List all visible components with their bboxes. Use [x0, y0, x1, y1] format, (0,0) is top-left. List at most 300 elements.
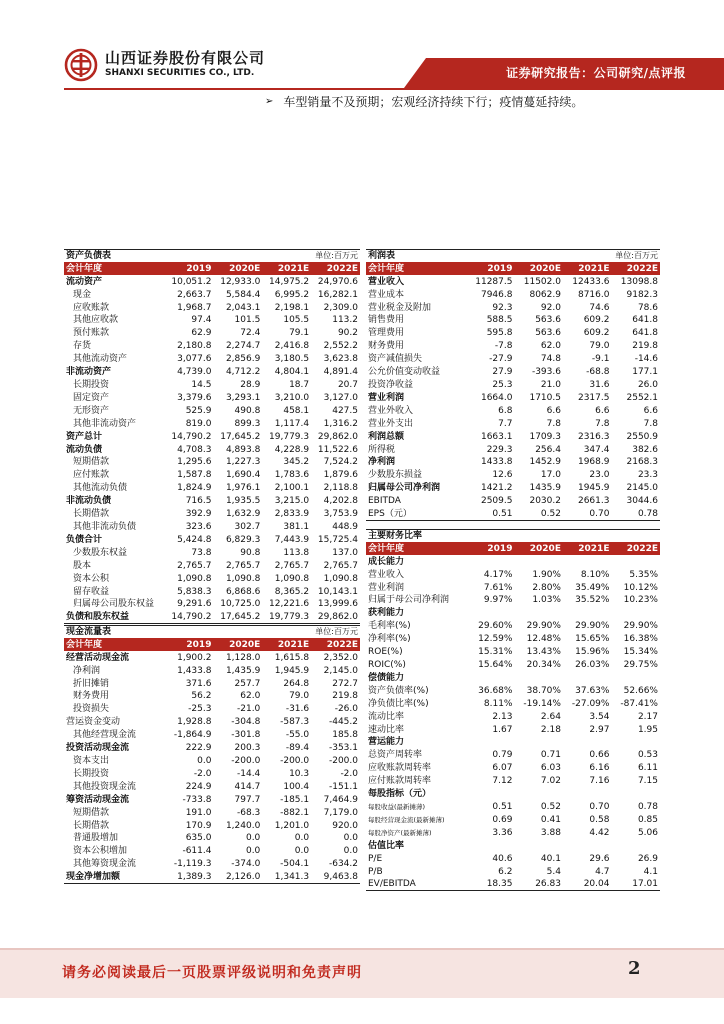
row-label: 少数股东损益 [368, 470, 423, 481]
row-value: 1.90% [532, 569, 561, 580]
row-value: 6.11 [637, 763, 658, 774]
row-value: 4,708.3 [177, 444, 212, 455]
row-label: P/E [368, 853, 383, 864]
table-row [366, 710, 660, 723]
row-value: 1,879.6 [323, 470, 358, 481]
row-value: 5.4 [546, 866, 561, 877]
row-value: 797.7 [234, 794, 261, 805]
row-value: 26.9 [637, 853, 658, 864]
row-value: 7.02 [540, 776, 561, 787]
row-value: -14.4 [237, 768, 261, 779]
row-value: 9,463.8 [311, 871, 360, 884]
row-value: 4,893.8 [225, 444, 261, 455]
row-value: -353.1 [328, 743, 358, 754]
table-row [366, 568, 660, 581]
row-value: 1,935.5 [225, 496, 261, 507]
row-label: 归属母公司净利润 [368, 483, 441, 494]
row-value: 8.11% [483, 698, 513, 709]
row-value: 7.8 [546, 418, 561, 429]
table-row [64, 404, 360, 417]
table-row [366, 607, 660, 620]
row-value: 17.0 [540, 470, 561, 481]
row-label: 其他投资现金流 [73, 781, 137, 792]
table-row [366, 340, 660, 353]
row-value [611, 555, 660, 568]
row-label: 经营活动现金流 [66, 652, 130, 663]
row-label: 投资活动现金流 [66, 743, 130, 754]
row-value: 1,824.9 [177, 483, 212, 494]
row-value: 100.4 [283, 781, 310, 792]
row-label: 长期投资 [73, 380, 110, 391]
row-value: 5.35% [629, 569, 658, 580]
row-value: 2,145.0 [323, 665, 358, 676]
row-value: 1,090.8 [225, 573, 261, 584]
row-value: 0.58 [589, 814, 610, 825]
table-row [64, 546, 360, 559]
table-row [366, 697, 660, 710]
row-label: 其他流动负债 [73, 483, 128, 494]
row-value: 79.1 [289, 328, 310, 339]
row-label: 营业利润 [368, 392, 405, 403]
table-row [366, 456, 660, 469]
row-value: 635.0 [185, 833, 212, 844]
row-value: 11502.0 [523, 276, 561, 287]
row-label: 获利能力 [368, 608, 405, 619]
row-value: 1664.0 [480, 392, 513, 403]
row-value: 78.6 [637, 302, 658, 313]
table-row [64, 443, 360, 456]
row-value: 2,765.7 [177, 560, 212, 571]
row-value: 609.2 [583, 315, 610, 326]
row-value: 4,891.4 [323, 367, 358, 378]
row-value: 1,295.6 [177, 457, 212, 468]
row-label: ROE(%) [368, 647, 403, 658]
table-row [366, 275, 660, 288]
row-value: 2,309.0 [323, 302, 358, 313]
table-row [64, 469, 360, 482]
row-value: -151.1 [328, 781, 358, 792]
row-value [563, 555, 612, 568]
row-value: 17.01 [611, 878, 660, 891]
row-label: 估值比率 [368, 840, 405, 851]
table-row [366, 301, 660, 314]
row-value: 0.66 [589, 750, 610, 761]
row-value: 177.1 [632, 367, 658, 378]
row-value: 15.96% [575, 647, 610, 658]
row-value: 101.5 [234, 315, 261, 326]
row-value: 2,274.7 [225, 341, 261, 352]
row-value: 40.6 [492, 853, 513, 864]
table-row [64, 366, 360, 379]
row-label: 净利润 [73, 665, 101, 676]
row-label: 应收账款周转率 [368, 763, 432, 774]
row-value: 2.64 [540, 711, 561, 722]
row-value: 2.18 [540, 724, 561, 735]
row-label: 净利率(%) [368, 634, 411, 645]
row-value: 38.70% [526, 685, 561, 696]
row-value: 1,128.0 [225, 652, 261, 663]
row-value: 73.8 [191, 547, 212, 558]
table-row [64, 495, 360, 508]
row-value: 19,779.3 [262, 611, 311, 624]
table-row [366, 353, 660, 366]
table-row [366, 430, 660, 443]
row-label: 负债合计 [66, 534, 103, 545]
row-label: 财务费用 [73, 691, 110, 702]
company-logo [64, 48, 265, 82]
row-value: 16.38% [623, 634, 658, 645]
row-value: 382.6 [632, 444, 658, 455]
row-value: 17,645.2 [213, 611, 262, 624]
table-row [64, 572, 360, 585]
row-value: 6,995.2 [274, 289, 310, 300]
row-value: 6.16 [589, 763, 610, 774]
row-label: EBITDA [368, 496, 401, 507]
row-value: 0.52 [540, 801, 561, 812]
header-year: 2022E [611, 262, 660, 275]
row-value: 2,043.1 [225, 302, 261, 313]
table-row [64, 677, 360, 690]
row-value: -7.8 [494, 341, 513, 352]
header-year: 2022E [311, 638, 360, 651]
row-value: 490.8 [234, 405, 261, 416]
row-value: 5.06 [637, 827, 658, 838]
table-row [64, 482, 360, 495]
row-value: 3,180.5 [274, 354, 310, 365]
row-value: 14,975.2 [269, 276, 310, 287]
row-value: 2,352.0 [323, 652, 358, 663]
row-value: 0.41 [540, 814, 561, 825]
row-label: 所得税 [368, 444, 396, 455]
row-value [466, 839, 515, 852]
row-value: 7.15 [637, 776, 658, 787]
table-row [366, 594, 660, 607]
row-label: 固定资产 [73, 392, 110, 403]
row-value: 3,215.0 [274, 496, 310, 507]
table-row [64, 858, 360, 871]
row-value: 1.67 [492, 724, 513, 735]
table-row [366, 482, 660, 495]
table-row [64, 793, 360, 806]
table-row [366, 443, 660, 456]
row-value: 641.8 [632, 328, 658, 339]
row-value: 62.9 [191, 328, 212, 339]
row-value: 4,228.9 [274, 444, 310, 455]
table-title-row [64, 626, 360, 639]
row-value: 0.71 [540, 750, 561, 761]
row-value [466, 607, 515, 620]
row-value: -445.2 [328, 717, 358, 728]
row-value: -26.0 [334, 704, 358, 715]
row-value: 7.12 [492, 776, 513, 787]
row-value: 4,739.0 [177, 367, 212, 378]
row-label: 其他非流动负债 [73, 521, 137, 532]
row-value: 29.90% [526, 621, 561, 632]
table-row [64, 275, 360, 288]
row-value: 29,862.0 [311, 611, 360, 624]
row-value: 2550.9 [626, 431, 658, 442]
row-value: 200.3 [234, 743, 261, 754]
row-value: 899.3 [234, 418, 261, 429]
row-value: -1,864.9 [173, 730, 212, 741]
table-row [64, 508, 360, 521]
row-value: 0.69 [492, 814, 513, 825]
row-value: 8,365.2 [274, 586, 310, 597]
row-value: 381.1 [283, 521, 310, 532]
table-row [366, 659, 660, 672]
row-value: 0.0 [343, 846, 358, 857]
row-label: 非流动资产 [66, 367, 112, 378]
table-row [64, 716, 360, 729]
row-value: -25.3 [188, 704, 212, 715]
table-row [366, 314, 660, 327]
row-value: 1,976.1 [225, 483, 261, 494]
row-value: 13,999.6 [317, 599, 358, 610]
table-unit: 单位:百万元 [563, 250, 660, 263]
row-value: 1,227.3 [225, 457, 261, 468]
row-label: 其他应收款 [73, 315, 119, 326]
table-title: 利润表 [366, 250, 563, 263]
table-row [64, 301, 360, 314]
table-row [64, 456, 360, 469]
row-label: 短期借款 [73, 457, 110, 468]
table-row [64, 353, 360, 366]
row-value: 10,725.0 [220, 599, 261, 610]
header-rule [64, 88, 724, 90]
report-type-title: 证券研究报告：公司研究/点评报 [506, 66, 686, 80]
row-value: -1,119.3 [173, 859, 212, 870]
row-value: 272.7 [332, 678, 358, 689]
table-row [366, 762, 660, 775]
row-value: 7.8 [595, 418, 610, 429]
row-label: 流动负债 [66, 444, 103, 455]
table-row [366, 417, 660, 430]
row-value: -504.1 [280, 859, 310, 870]
row-value: 185.8 [332, 730, 358, 741]
row-value: -68.3 [237, 807, 261, 818]
header-year: 2021E [262, 262, 311, 275]
row-value: 0.78 [611, 508, 660, 521]
row-value: 6.6 [546, 405, 561, 416]
row-value: 3.36 [492, 827, 513, 838]
row-value: 79.0 [589, 341, 610, 352]
row-value: 19,779.3 [269, 431, 310, 442]
arrow-bullet-icon: ➢ [265, 96, 274, 107]
row-value [611, 607, 660, 620]
row-label: 长期投资 [73, 768, 110, 779]
row-value: -611.4 [182, 846, 212, 857]
table-row [366, 852, 660, 865]
row-label: 筹资活动现金流 [66, 794, 130, 805]
row-value: 15.34% [623, 647, 658, 658]
row-value: 1.95 [637, 724, 658, 735]
row-value: 1,928.8 [177, 717, 212, 728]
row-value: -185.1 [280, 794, 310, 805]
row-value: 20.7 [337, 380, 358, 391]
row-value: 2,416.8 [274, 341, 310, 352]
header-year: 2019 [466, 262, 515, 275]
table-row [64, 533, 360, 546]
row-label: 销售费用 [368, 315, 405, 326]
row-value: 35.52% [575, 595, 610, 606]
row-value: 8.10% [580, 569, 610, 580]
row-value: 2552.1 [626, 392, 658, 403]
row-label: 负债和股东权益 [64, 611, 165, 624]
row-value: 1968.9 [577, 457, 610, 468]
row-value: 3044.6 [626, 496, 658, 507]
row-value: 29.90% [623, 621, 658, 632]
row-value: 137.0 [332, 547, 358, 558]
row-value: 3,210.0 [274, 392, 310, 403]
footer-disclaimer: 请务必阅读最后一页股票评级说明和免责声明 [62, 965, 362, 981]
row-value: 72.4 [240, 328, 261, 339]
row-value: 1,433.8 [177, 665, 212, 676]
row-value: 7946.8 [480, 289, 513, 300]
row-value: 0.85 [637, 814, 658, 825]
header-year: 2021E [563, 262, 612, 275]
row-value: 1,316.2 [323, 418, 358, 429]
row-value: 2168.3 [626, 457, 658, 468]
row-value: -374.0 [231, 859, 261, 870]
table-header-row [64, 262, 360, 275]
table-title: 主要财务比率 [366, 530, 660, 543]
row-value: -21.0 [237, 704, 261, 715]
row-value: 7,524.2 [323, 457, 358, 468]
row-value: 1,117.4 [274, 418, 310, 429]
table-row [64, 871, 360, 884]
row-value: 56.2 [191, 691, 212, 702]
row-label: 营业外收入 [368, 405, 414, 416]
row-value: -14.6 [634, 354, 658, 365]
row-label: 资本支出 [73, 756, 110, 767]
table-title-row [366, 250, 660, 263]
header-year: 2020E [514, 542, 563, 555]
row-value [611, 671, 660, 684]
row-label: 其他流动资产 [73, 354, 128, 365]
table-header-row [366, 542, 660, 555]
row-value: 0.0 [294, 846, 310, 857]
row-value: 392.9 [185, 509, 212, 520]
row-value: 2.13 [492, 711, 513, 722]
table-row [366, 865, 660, 878]
row-value: 1663.1 [480, 431, 513, 442]
row-value: 1421.2 [480, 483, 513, 494]
row-label: 营业成本 [368, 289, 405, 300]
row-value: 1710.5 [529, 392, 561, 403]
header-year: 2022E [311, 262, 360, 275]
table-header-row [366, 262, 660, 275]
row-value: 2,126.0 [213, 871, 262, 884]
row-value: 1,435.9 [225, 665, 261, 676]
row-value: 448.9 [332, 521, 358, 532]
row-value: -587.3 [280, 717, 310, 728]
row-value: 7,443.9 [274, 534, 310, 545]
row-value: 2.17 [637, 711, 658, 722]
row-label: 存货 [73, 341, 92, 352]
header-year: 2020E [514, 262, 563, 275]
row-value: -31.6 [285, 704, 310, 715]
header-year: 2020E [213, 262, 262, 275]
header-year: 2021E [262, 638, 311, 651]
row-value: 35.49% [575, 582, 610, 593]
row-value: 1433.8 [480, 457, 513, 468]
row-value: 26.83 [514, 878, 563, 891]
table-title: 资产负债表 [64, 250, 262, 263]
row-label: 资本公积 [73, 573, 110, 584]
table-row [64, 742, 360, 755]
table-row [64, 379, 360, 392]
row-value: 11287.5 [475, 276, 513, 287]
row-value: 14,790.2 [165, 611, 214, 624]
row-value: 0.70 [589, 801, 610, 812]
table-row [64, 314, 360, 327]
table-row [366, 581, 660, 594]
row-value: 3,127.0 [323, 392, 358, 403]
table-row [366, 736, 660, 749]
row-value: 458.1 [283, 405, 310, 416]
table-title-row [366, 530, 660, 543]
row-label: 每股净资产(最新摊薄) [368, 828, 432, 837]
row-value: 3,077.6 [177, 354, 212, 365]
row-value: 6.6 [643, 405, 658, 416]
row-value: 1,945.9 [274, 665, 310, 676]
row-value: 15,725.4 [317, 534, 358, 545]
row-value: 302.7 [234, 521, 261, 532]
row-value: 18.7 [289, 380, 310, 391]
row-value: 12,221.6 [269, 599, 310, 610]
table-row [366, 379, 660, 392]
row-value: 4,804.1 [274, 367, 310, 378]
row-label: 投资损失 [73, 704, 110, 715]
row-label: 财务费用 [368, 341, 405, 352]
row-label: 营业收入 [368, 569, 405, 580]
row-value: -27.09% [571, 698, 610, 709]
row-label: 公允价值变动收益 [368, 367, 441, 378]
row-value: -200.0 [231, 756, 261, 767]
table-row [366, 391, 660, 404]
row-value: -55.0 [285, 730, 310, 741]
row-value [466, 555, 515, 568]
risk-bullet-text: 车型销量不及预期；宏观经济持续下行；疫情蔓延持续。 [283, 95, 584, 109]
row-value: 819.0 [185, 418, 212, 429]
row-label: 利润总额 [368, 431, 405, 442]
row-value: 7,179.0 [323, 807, 358, 818]
row-value: 3.54 [589, 711, 610, 722]
row-value: 256.4 [535, 444, 561, 455]
row-value: 1452.9 [529, 457, 561, 468]
row-value: 17,645.2 [220, 431, 261, 442]
row-value: 15.65% [575, 634, 610, 645]
row-label: 其他非流动资产 [73, 418, 137, 429]
row-value: 1945.9 [577, 483, 610, 494]
table-row [366, 813, 660, 826]
row-label: 资产总计 [66, 431, 103, 442]
row-value: 2,765.7 [225, 560, 261, 571]
row-label: 速动比率 [368, 724, 405, 735]
row-value: 23.3 [637, 470, 658, 481]
row-value: 5,424.8 [177, 534, 212, 545]
row-value: 52.66% [623, 685, 658, 696]
row-value: 2661.3 [577, 496, 610, 507]
header-label: 会计年度 [366, 542, 466, 555]
table-row [64, 430, 360, 443]
row-label: 营业利润 [368, 582, 405, 593]
row-value: 74.8 [540, 354, 561, 365]
row-value: 641.8 [632, 315, 658, 326]
row-label: P/B [368, 866, 383, 877]
table-row [64, 598, 360, 611]
row-value: 24,970.6 [317, 276, 358, 287]
